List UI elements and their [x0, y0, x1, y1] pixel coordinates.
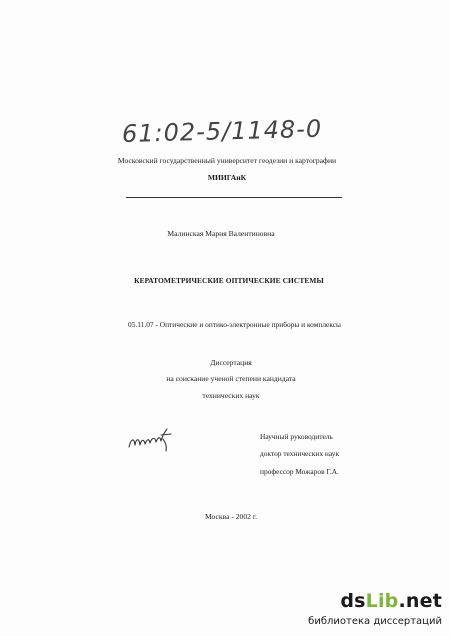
supervisor-degree: доктор технических наук [260, 449, 340, 458]
handwritten-signature [127, 425, 175, 455]
supervisor-name: профессор Можаров Г.А. [260, 467, 339, 476]
supervisor-label: Научный руководитель [260, 432, 333, 441]
watermark-brand-lib: Lib [365, 590, 399, 612]
watermark-brand-net: .net [398, 590, 442, 612]
watermark-logo[interactable] [340, 590, 442, 612]
watermark-subtitle: библиотека диссертаций [308, 616, 442, 627]
author-name: Малинская Мария Валентиновна [167, 229, 275, 238]
handwritten-archive-number: 61:02-5/1148-0 [121, 114, 323, 148]
degree-line-1: на соискание ученой степени кандидата [166, 374, 296, 383]
horizontal-divider [126, 197, 342, 198]
university-name: Московский государственный университет геодезии и картографии [117, 156, 337, 165]
city-year: Москва - 2002 г. [204, 512, 258, 521]
dissertation-title: КЕРАТОМЕТРИЧЕСКИЕ ОПТИЧЕСКИЕ СИСТЕМЫ [134, 276, 324, 285]
degree-line-2: технических наук [202, 391, 260, 400]
specialty-code: 05.11.07 - Оптические и оптико-электронные приборы и комплексы [128, 320, 341, 329]
document-type: Диссертация [210, 358, 252, 367]
university-abbreviation: МИИГАиК [207, 173, 247, 182]
watermark-brand-ds: ds [340, 590, 366, 612]
